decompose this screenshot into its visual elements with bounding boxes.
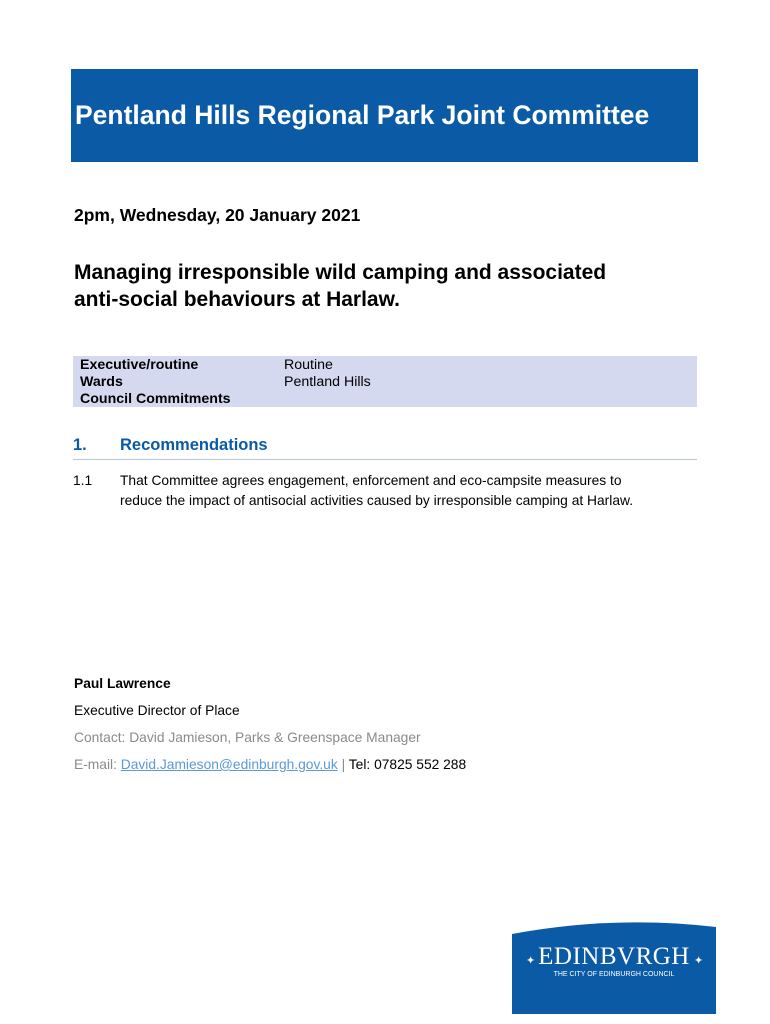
logo-star-left-icon: ✦ <box>526 955 536 967</box>
logo-star-right-icon: ✦ <box>694 955 704 967</box>
committee-title: Pentland Hills Regional Park Joint Committee <box>75 100 650 130</box>
email-link[interactable]: David.Jamieson@edinburgh.gov.uk <box>120 757 338 772</box>
info-table-values <box>284 357 371 408</box>
info-value-commitments <box>284 391 371 408</box>
recommendation-text <box>120 471 697 511</box>
recommendation-line-1: That Committee agrees engagement, enforcement and eco-campsite measures to <box>120 473 622 488</box>
edinburgh-council-logo <box>512 919 716 1014</box>
info-label-executive: Executive/routine <box>80 357 199 373</box>
recommendation-line-2: reduce the impact of antisocial activities caused by irresponsible camping at Harlaw. <box>120 493 634 508</box>
meeting-datetime: 2pm, Wednesday, 20 January 2021 <box>74 205 361 225</box>
report-title-line-2: anti-social behaviours at Harlaw. <box>74 288 400 311</box>
contact-line: Contact: David Jamieson, Parks & Greenspace Manager <box>74 730 421 745</box>
telephone: Tel: 07825 552 288 <box>348 757 467 772</box>
section-title: Recommendations <box>120 436 268 454</box>
info-table-labels <box>80 357 231 408</box>
info-label-wards: Wards <box>80 374 123 390</box>
report-title-line-1: Managing irresponsible wild camping and associated <box>74 261 607 284</box>
info-value-executive: Routine <box>284 357 333 373</box>
header-banner <box>71 69 698 162</box>
recommendation-number: 1.1 <box>73 473 93 488</box>
info-value-wards: Pentland Hills <box>284 374 371 390</box>
info-table <box>73 356 697 407</box>
email-line <box>74 757 466 772</box>
signatory-role: Executive Director of Place <box>74 703 240 718</box>
section-divider <box>73 459 697 460</box>
contact-separator: | <box>337 757 349 772</box>
signatory-name: Paul Lawrence <box>74 676 171 691</box>
section-number: 1. <box>73 436 87 454</box>
report-title <box>74 259 694 313</box>
logo-wordmark: EDINBVRGH <box>538 943 690 970</box>
info-label-commitments: Council Commitments <box>80 391 231 407</box>
logo-subtitle: THE CITY OF EDINBURGH COUNCIL <box>553 971 675 978</box>
email-label: E-mail: <box>74 757 121 772</box>
